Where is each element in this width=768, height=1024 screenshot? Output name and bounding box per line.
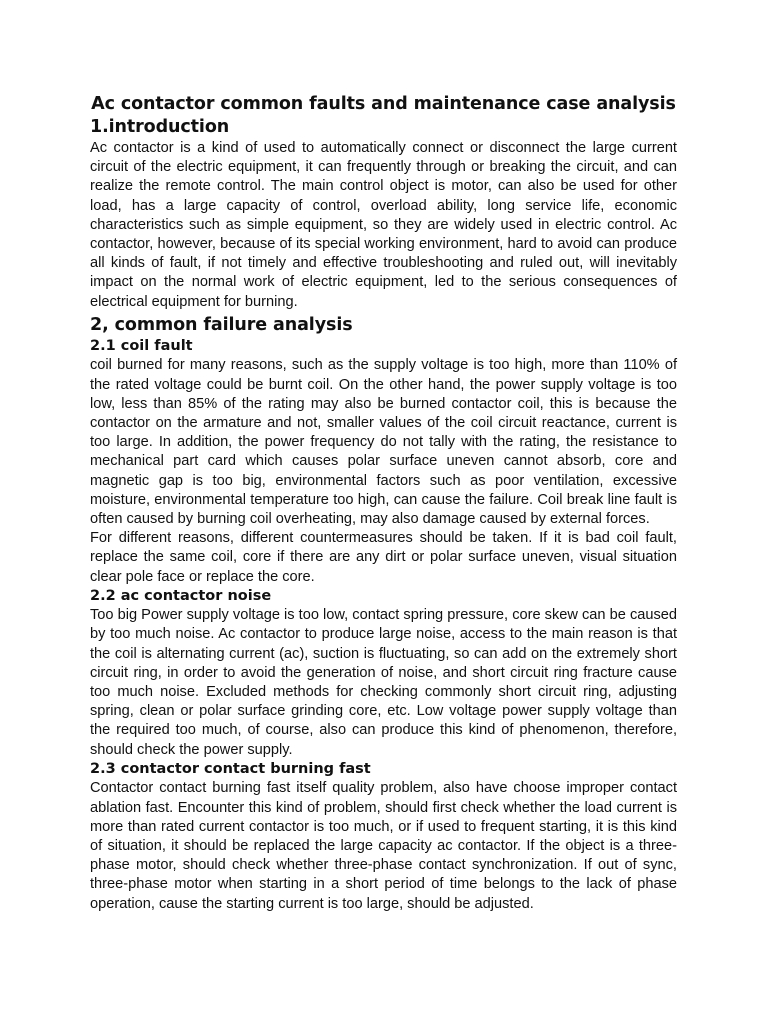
- coil-fault-countermeasures-paragraph: For different reasons, different countermeasures should be taken. If it is bad coil fault, replace the same coil, core if there are any dirt or polar surface uneven, visual situation clear pole face or replace the core.: [90, 530, 677, 585]
- subsection-heading-contactor-noise: 2.2 ac contactor noise: [90, 587, 272, 604]
- document-title: Ac contactor common faults and maintenance case analysis: [91, 94, 676, 114]
- section-heading-common-failure-analysis: 2, common failure analysis: [90, 314, 353, 335]
- subsection-heading-contact-burning-fast: 2.3 contactor contact burning fast: [90, 760, 371, 777]
- subsection-heading-coil-fault: 2.1 coil fault: [90, 337, 193, 354]
- contactor-noise-paragraph: Too big Power supply voltage is too low, contact spring pressure, core skew can be caused by too much noise. Ac contactor to produce large noise, access to the main reason is that the coil is alternating current (ac), suction is fluctuating, so can add on the extremely short circuit ring, in order to avoid the generation of noise, and short circuit ring fracture cause too much noise. Excluded methods for checking commonly short circuit ring, adjusting spring, clean or polar surface grinding core, etc. Low voltage power supply voltage than the required too much, of course, also can produce this kind of phenomenon, therefore, should check the power supply.: [90, 607, 677, 758]
- introduction-paragraph: Ac contactor is a kind of used to automatically connect or disconnect the large current circuit of the electric equipment, it can frequently through or breaking the circuit, and can realize the remote control. The main control object is motor, can also be used for other load, has a large capacity of control, overload ability, long service life, economic characteristics such as simple equipment, so they are widely used in electric control. Ac contactor, however, because of its special working environment, hard to avoid can produce all kinds of fault, if not timely and effective troubleshooting and ruled out, will inevitably impact on the normal work of electric equipment, led to the serious consequences of electrical equipment for burning.: [90, 140, 677, 310]
- section-heading-introduction: 1.introduction: [90, 117, 230, 137]
- coil-fault-paragraph: coil burned for many reasons, such as the supply voltage is too high, more than 110% of the rated voltage could be burnt coil. On the other hand, the power supply voltage is too low, less than 85% of the rating may also be burned contactor coil, this is because the contactor on the armature and not, smaller values of the coil circuit reactance, current is too large. In addition, the power frequency do not tally with the rating, the resistance to mechanical part card which causes polar surface uneven cannot absorb, core and magnetic gap is too big, environmental factors such as poor ventilation, excessive moisture, environmental temperature too high, can cause the failure. Coil break line fault is often caused by burning coil overheating, may also damage caused by external forces.: [90, 357, 677, 527]
- contact-burning-fast-paragraph: Contactor contact burning fast itself quality problem, also have choose improper contact ablation fast. Encounter this kind of problem, should first check whether the load current is more than rated current contactor is too much, or if used to frequent starting, it is this kind of situation, it should be replaced the large capacity ac contactor. If the object is a three-phase motor, should check whether three-phase contact synchronization. If out of sync, three-phase motor when starting in a short period of time belongs to the lack of phase operation, cause the starting current is too large, should be adjusted.: [90, 780, 677, 912]
